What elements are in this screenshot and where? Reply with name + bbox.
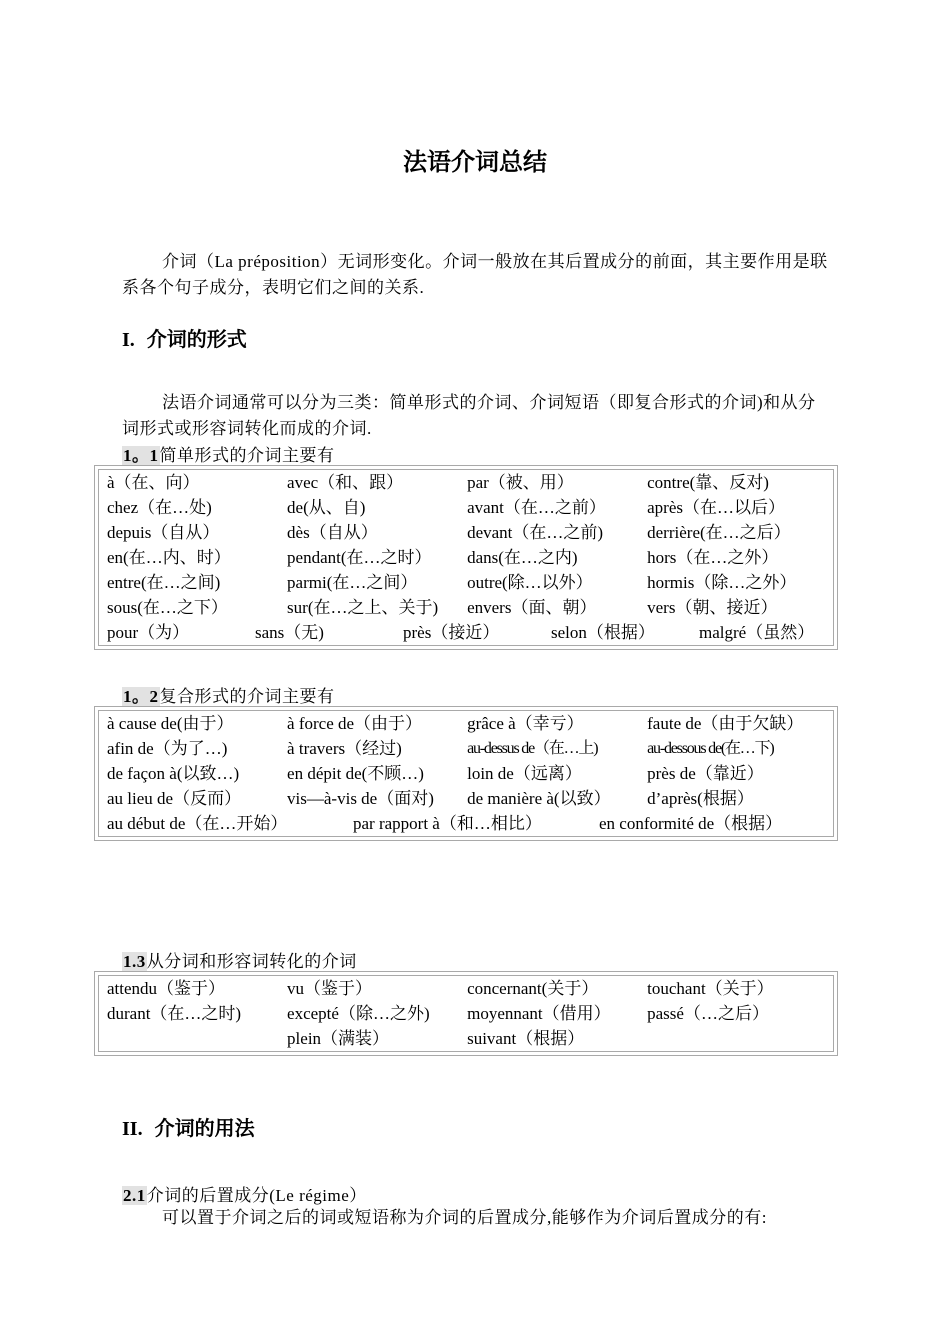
table-cell: au-dessus de（在…上) [467,740,598,757]
table-cell: contre(靠、反对) [647,473,769,492]
table-cell [107,1026,287,1051]
table-cell: selon（根据） [551,623,655,642]
table-row [107,811,827,836]
table-cell: attendu（鉴于） [107,979,226,998]
table-cell: au lieu de（反而） [107,789,242,808]
table-cell: en conformité de（根据） [599,814,783,833]
section-number: II. [122,1118,143,1140]
subsection-label: 介词的后置成分(Le régime） [146,1186,367,1205]
table-cell: depuis（自从） [107,523,220,542]
section-heading-2 [122,1112,255,1141]
table-cell: de manière à(以致） [467,789,611,808]
table-cell: dès（自从） [287,523,378,542]
table-cell: de façon à(以致…) [107,764,240,783]
table-cell: pour（为） [107,623,190,642]
subsection-number: 1。1 [123,446,159,465]
table-cell: pendant(在…之时） [287,548,432,567]
table-cell: excepté（除…之外) [287,1004,430,1023]
table-cell: parmi(在…之间） [287,573,418,592]
table-cell: de(从、自) [287,498,366,517]
table-cell: envers（面、朝） [467,598,597,617]
table-cell: près de（靠近） [647,764,764,783]
section1-paragraph: 法语介词通常可以分为三类：简单形式的介词、介词短语（即复合形式的介词)和从分词形式或形容词转化而成的介词. [122,393,816,438]
table-cell: vis—à-vis de（面对) [287,789,434,808]
table-row [107,1026,827,1051]
table-cell: par（被、用） [467,473,574,492]
table-row [107,786,827,811]
table-row [107,976,827,1001]
table-cell: en(在…内、时） [107,548,231,567]
intro-paragraph: 介词（La préposition）无词形变化。介词一般放在其后置成分的前面，其主要作用是联系各个句子成分，表明它们之间的关系. [122,252,828,297]
table-cell: loin de（远离） [467,764,582,783]
table-row [107,1001,827,1026]
subsection-heading-2-1 [122,1181,367,1206]
table-cell: après（在…以后） [647,498,786,517]
table-cell: d’après(根据） [647,789,754,808]
table-cell: hors（在…之外） [647,548,779,567]
table-cell: à travers（经过) [287,739,402,758]
table-cell: avant（在…之前） [467,498,606,517]
subsection-heading-1-3 [122,947,357,972]
table-cell: sous(在…之下） [107,598,228,617]
subsection-label: 从分词和形容词转化的介词 [146,952,357,971]
table-cell: derrière(在…之后） [647,523,791,542]
table-cell: chez（在…处) [107,498,212,517]
table-cell: entre(在…之间) [107,573,221,592]
table-cell: grâce à（幸亏） [467,714,584,733]
subsection-label: 简单形式的介词主要有 [159,446,335,465]
table-cell: en dépit de(不顾…) [287,764,424,783]
table-cell: devant（在…之前) [467,523,604,542]
table-cell: sur(在…之上、关于) [287,598,439,617]
table-row [107,545,827,570]
section-title: 介词的用法 [154,1116,255,1140]
table-cell: près（接近） [403,623,500,642]
compound-prepositions-table [94,706,838,841]
table-cell: par rapport à（和…相比） [353,814,542,833]
table-cell: suivant（根据） [467,1029,585,1048]
subsection-number: 1.3 [123,952,146,971]
simple-prepositions-table [94,465,838,650]
table-cell: sans（无) [255,623,324,642]
table-cell: au-dessous de(在…下) [647,740,774,757]
table-inner [98,975,834,1052]
section-number: I. [122,329,135,351]
derived-prepositions-table [94,971,838,1056]
table-cell: outre(除…以外） [467,573,593,592]
table-row [107,736,827,761]
section2-paragraph: 可以置于介词之后的词或短语称为介词的后置成分,能够作为介词后置成分的有: [162,1208,767,1227]
table-cell: à force de（由于） [287,714,423,733]
table-row [107,570,827,595]
subsection-number: 1。2 [123,687,159,706]
subsection-heading-1-1 [122,441,335,466]
table-cell: à（在、向） [107,473,200,492]
table-cell: touchant（关于） [647,979,774,998]
table-cell: dans(在…之内) [467,548,578,567]
table-cell: passé（…之后） [647,1004,769,1023]
subsection-number: 2.1 [123,1186,146,1205]
table-inner [98,469,834,646]
table-cell: durant（在…之时) [107,1004,242,1023]
page-title: 法语介词总结 [403,148,547,176]
table-inner [98,710,834,837]
table-cell [647,1026,827,1051]
table-cell: hormis（除…之外） [647,573,797,592]
section-heading-1 [122,323,247,352]
table-row [107,520,827,545]
table-cell: vu（鉴于） [287,979,373,998]
table-row [107,761,827,786]
table-row [107,620,827,645]
table-cell: afin de（为了…) [107,739,228,758]
subsection-heading-1-2 [122,682,335,707]
table-row [107,495,827,520]
table-cell: faute de（由于欠缺） [647,714,804,733]
subsection-label: 复合形式的介词主要有 [159,687,335,706]
table-cell: avec（和、跟） [287,473,404,492]
table-cell: vers（朝、接近） [647,598,778,617]
table-row [107,711,827,736]
table-cell: malgré（虽然） [699,623,815,642]
table-cell: moyennant（借用） [467,1004,611,1023]
table-row [107,470,827,495]
section-title: 介词的形式 [146,327,247,351]
table-cell: concernant(关于） [467,979,599,998]
table-row [107,595,827,620]
table-cell: au début de（在…开始） [107,814,288,833]
table-cell: à cause de(由于） [107,714,234,733]
table-cell: plein（满装） [287,1029,390,1048]
